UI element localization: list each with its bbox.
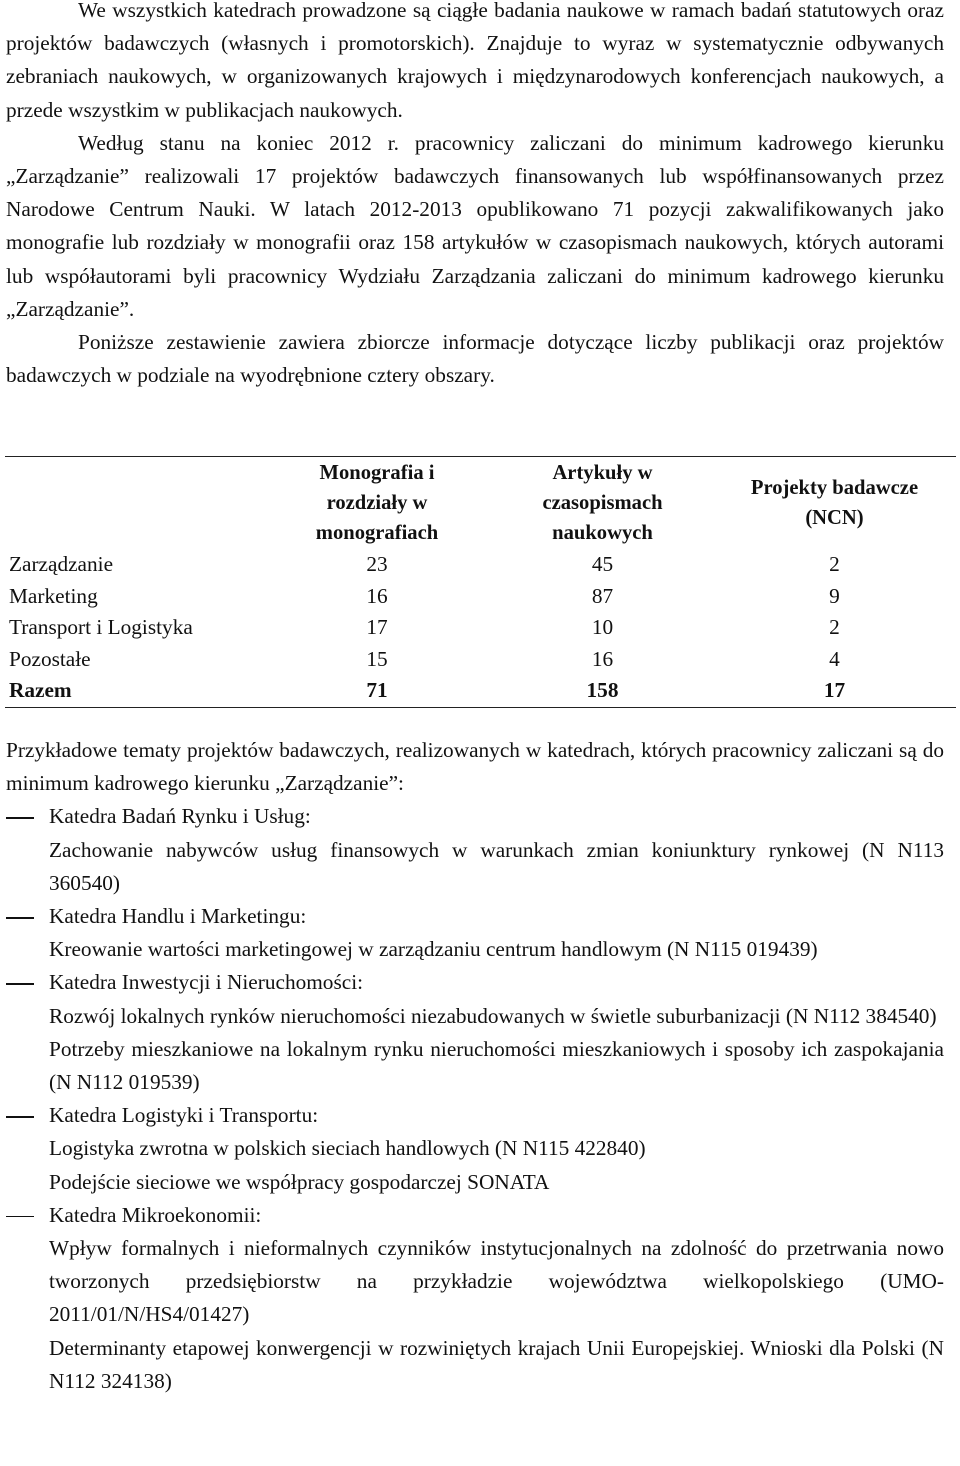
list-item-department xyxy=(6,900,944,933)
dash-bullet-icon xyxy=(6,1116,34,1118)
paragraph-research: We wszystkich katedrach prowadzone są ciągłe badania naukowe w ramach badań statutowych oraz projektów badawczych (własnych i promotorskich). Znajduje to wyraz w systematycznie odbywanych zebraniach naukowych, w organizowanych krajowych i międzynarodowych konferencjach naukowych, a przede wszystkim w publikacjach naukowych. xyxy=(6,0,944,122)
table-cell-articles: 87 xyxy=(591,583,614,608)
department-name: Katedra Handlu i Marketingu: xyxy=(49,904,307,929)
project-topic: Logistyka zwrotna w polskich sieciach handlowych (N N115 422840) xyxy=(49,1136,646,1161)
list-item-department xyxy=(6,1199,944,1232)
project-topic: Podejście sieciowe we współpracy gospodarczej SONATA xyxy=(49,1169,550,1194)
table-cell-monographs: 23 xyxy=(366,552,388,576)
table-header-projects xyxy=(713,457,956,550)
paragraph-summary-intro: Poniższe zestawienie zawiera zbiorcze informacje dotyczące liczby publikacji oraz projektów badawczych w podziale na wyodrębnione cztery obszary. xyxy=(6,330,944,388)
table-cell-total-articles: 158 xyxy=(586,678,619,702)
table-cell-monographs: 17 xyxy=(366,615,388,639)
project-topic: Zachowanie nabywców usług finansowych w warunkach zmian koniunktury rynkowej (N N113 360540) xyxy=(49,837,944,895)
table-cell-projects: 2 xyxy=(829,552,840,576)
project-topic: Kreowanie wartości marketingowej w zarządzaniu centrum handlowym (N N115 019439) xyxy=(49,937,818,962)
department-name: Katedra Inwestycji i Nieruchomości: xyxy=(49,970,364,995)
paragraph-status-2012: Według stanu na koniec 2012 r. pracownicy zaliczani do minimum kadrowego kierunku „Zarządzanie” realizowali 17 projektów badawczych finansowanych lub współfinansowanych przez Narodowe Centrum Nauki. W latach 2012-2013 opublikowano 71 pozycji zakwalifikowanych jako monografie lub rozdziały w monografii oraz 158 artykułów w czasopismach naukowych, których autorami lub współautorami byli pracownicy Wydziału Zarządzania zaliczani do minimum kadrowego kierunku „Zarządzanie”. xyxy=(6,130,944,321)
table-row xyxy=(5,644,956,676)
table-row xyxy=(5,612,956,644)
department-name: Katedra Badań Rynku i Usług: xyxy=(49,804,311,829)
project-topic: Rozwój lokalnych rynków nieruchomości niezabudowanych w świetle suburbanizacji (N N112 384540) xyxy=(49,1003,937,1028)
dash-bullet-icon xyxy=(6,1216,34,1218)
table-header-articles-label: Artykuły w czasopismach naukowych xyxy=(542,462,663,544)
table-cell-monographs: 15 xyxy=(366,646,388,671)
table-cell-total-projects: 17 xyxy=(823,678,846,702)
list-item-department xyxy=(6,1099,944,1132)
table-header-articles xyxy=(492,457,713,550)
table-cell-area: Transport i Logistyka xyxy=(9,615,193,639)
table-header-area xyxy=(5,457,262,550)
document-page xyxy=(6,0,944,392)
table-header-monographs xyxy=(262,457,492,550)
examples-intro: Przykładowe tematy projektów badawczych, realizowanych w katedrach, których pracownicy zaliczani są do minimum kadrowego kierunku „Zarządzanie”: xyxy=(6,738,944,796)
table-row xyxy=(5,581,956,613)
publications-table xyxy=(5,456,956,708)
table-cell-projects: 4 xyxy=(829,646,840,671)
list-item-department xyxy=(6,800,944,833)
table-header-projects-label: Projekty badawcze (NCN) xyxy=(750,477,919,529)
table-header-monographs-label: Monografia i rozdziały w monografiach xyxy=(315,462,439,544)
table-row xyxy=(5,549,956,581)
table-cell-projects: 9 xyxy=(829,583,840,608)
table-cell-articles: 16 xyxy=(591,646,614,671)
project-examples-section xyxy=(6,734,944,1398)
dash-bullet-icon xyxy=(6,983,34,985)
table-cell-projects: 2 xyxy=(829,615,840,639)
project-topic: Wpływ formalnych i nieformalnych czynników instytucjonalnych na zdolność do przetrwania nowo tworzonych przedsiębiorstw na przykładzie województwa wielkopolskiego (UMO-2011/01/N/HS4/01427) xyxy=(49,1236,944,1327)
table-cell-total-monographs: 71 xyxy=(366,678,388,702)
table-cell-area: Marketing xyxy=(9,583,98,608)
department-name: Katedra Mikroekonomii: xyxy=(49,1202,262,1227)
table-cell-area: Zarządzanie xyxy=(9,552,114,576)
table-cell-monographs: 16 xyxy=(366,583,388,608)
table-header-row xyxy=(5,457,956,550)
project-topic: Potrzeby mieszkaniowe na lokalnym rynku nieruchomości mieszkaniowych i sposoby ich zaspokajania (N N112 019539) xyxy=(49,1036,944,1095)
project-topic: Determinanty etapowej konwergencji w rozwiniętych krajach Unii Europejskiej. Wnioski dla Polski (N N112 324138) xyxy=(49,1335,944,1393)
dash-bullet-icon xyxy=(6,917,34,919)
table-cell-total-label: Razem xyxy=(9,678,72,702)
table-cell-area: Pozostałe xyxy=(9,646,91,671)
table-cell-articles: 45 xyxy=(591,552,614,576)
list-item-department xyxy=(6,966,944,999)
table-cell-articles: 10 xyxy=(591,615,614,639)
table-total-row xyxy=(5,675,956,707)
department-name: Katedra Logistyki i Transportu: xyxy=(49,1103,319,1128)
dash-bullet-icon xyxy=(6,817,34,819)
